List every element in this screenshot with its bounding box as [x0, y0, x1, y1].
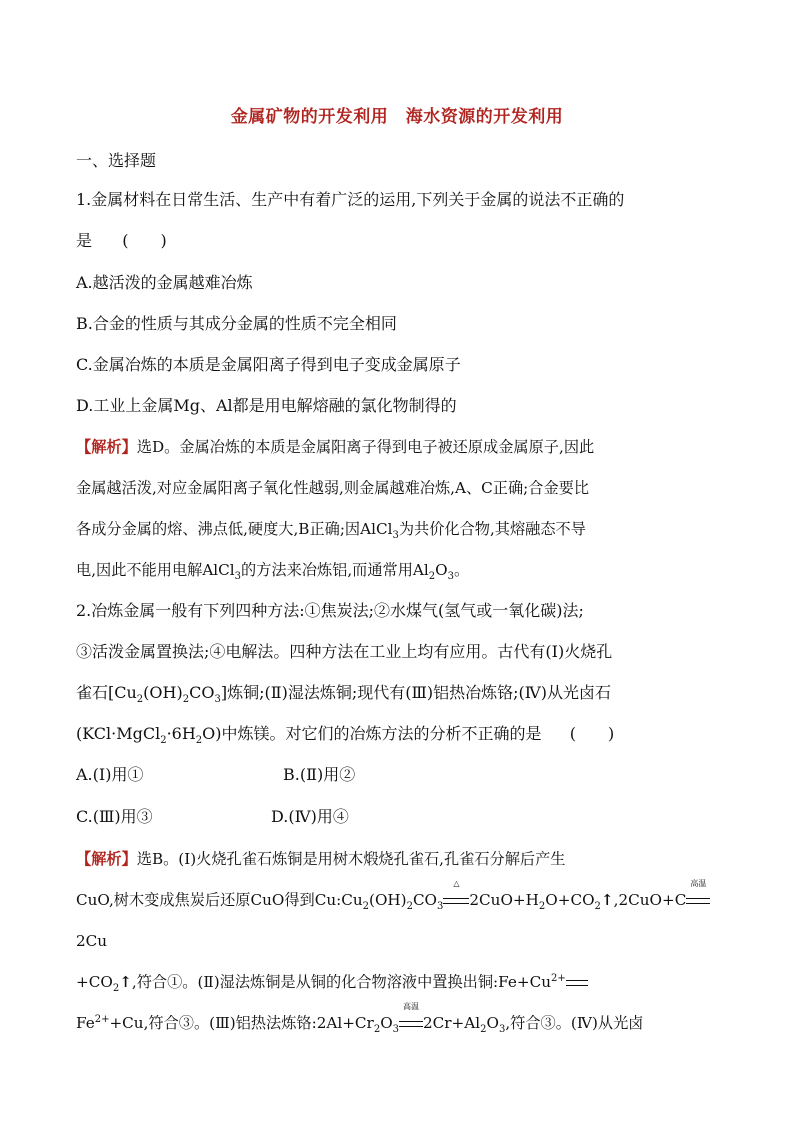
q2-option-b: B.(Ⅱ)用② — [283, 765, 356, 784]
q1-stem-line2 — [76, 230, 746, 252]
q1-stem-line1: 1.金属材料在日常生活、生产中有着广泛的运用,下列关于金属的说法不正确的 — [76, 190, 625, 209]
q2-analysis-line1: 【解析】选B。(Ⅰ)火烧孔雀石炼铜是用树木煅烧孔雀石,孔雀石分解后产生 — [76, 850, 566, 868]
q1-stem-text: 是 — [76, 231, 93, 250]
q1-option-b: B.合金的性质与其成分金属的性质不完全相同 — [76, 314, 397, 333]
q2-analysis-line3: 2Cu — [76, 932, 108, 950]
q2-option-d: D.(Ⅳ)用④ — [271, 807, 349, 826]
q1-analysis-line2: 金属越活泼,对应金属阳离子氧化性越弱,则金属越难冶炼,A、C正确;合金要比 — [76, 479, 590, 497]
q1-analysis-line3: 各成分金属的熔、沸点低,硬度大,B正确;因AlCl$_3$为共价化合物,其熔融态不导 — [76, 520, 586, 542]
gas-arrow-icon: ↑ — [600, 891, 614, 909]
q1-analysis-line4: 电,因此不能用电解AlCl$_3$的方法来冶炼铝,而通常用$Al_2O_3$。 — [76, 561, 470, 583]
q1-option-d: D.工业上金属Mg、Al都是用电解熔融的氯化物制得的 — [76, 396, 457, 415]
q2-stem-line1: 2.冶炼金属一般有下列四种方法:①焦炭法;②水煤气(氢气或一氧化碳)法; — [76, 601, 584, 620]
q1-option-a: A.越活泼的金属越难冶炼 — [76, 273, 253, 292]
q1-option-c: C.金属冶炼的本质是金属阳离子得到电子变成金属原子 — [76, 355, 461, 374]
heat-condition-sign: △ — [443, 889, 469, 911]
section-heading: 一、选择题 — [76, 151, 157, 170]
q2-stem-line2: ③活泼金属置换法;④电解法。四种方法在工业上均有应用。古代有(Ⅰ)火烧孔 — [76, 642, 613, 661]
q2-stem-line3: 雀石$[Cu_2(OH)_2CO_3]$炼铜;(Ⅱ)湿法炼铜;现代有(Ⅲ)铝热冶炼铬;(Ⅳ)从光卤石 — [76, 683, 612, 706]
q2-analysis-line4: $+CO_2↑$,符合①。(Ⅱ)湿法炼铜是从铜的化合物溶液中置换出铜$:Fe+Cu^{2+}$ — [76, 971, 746, 993]
q2-options-row1 — [76, 764, 746, 786]
high-temp-condition-sign: 高温 — [686, 889, 710, 911]
equals-sign — [566, 971, 588, 993]
gas-arrow-icon: ↑ — [119, 973, 132, 991]
analysis-tag: 【解析】 — [76, 850, 137, 868]
q2-option-a: A.(Ⅰ)用① — [76, 765, 144, 784]
q2-stem-line4: $(KCl\cdot MgCl_2\cdot 6H_2O)$中炼镁。对它们的冶炼方法的分析不正确的是 ( ) — [76, 724, 615, 747]
q2-answer-paren: ( ) — [569, 724, 615, 743]
q1-answer-paren: ( ) — [122, 231, 167, 250]
q2-option-c: C.(Ⅲ)用③ — [76, 807, 153, 826]
q1-analysis-line1: 【解析】选D。金属冶炼的本质是金属阳离子得到电子被还原成金属原子,因此 — [76, 438, 595, 456]
q2-options-row2 — [76, 806, 746, 828]
q2-analysis-line2: CuO,树木变成焦炭后还原CuO得到$Cu:Cu_2(OH)_2CO_3$ △ $2CuO+H_2O+CO_2↑,2CuO+C$ 高温 — [76, 889, 746, 911]
high-temp-condition-sign: 高温 — [399, 1012, 423, 1034]
q2-analysis-line5: $Fe^{2+}+Cu$,符合③。(Ⅲ)铝热法炼铬$:2Al+Cr_2O_3$ 高温 $2Cr+Al_2O_3$,符合③。(Ⅳ)从光卤 — [76, 1002, 644, 1036]
analysis-tag: 【解析】 — [76, 438, 137, 456]
page-title: 金属矿物的开发利用 海水资源的开发利用 — [230, 107, 564, 127]
